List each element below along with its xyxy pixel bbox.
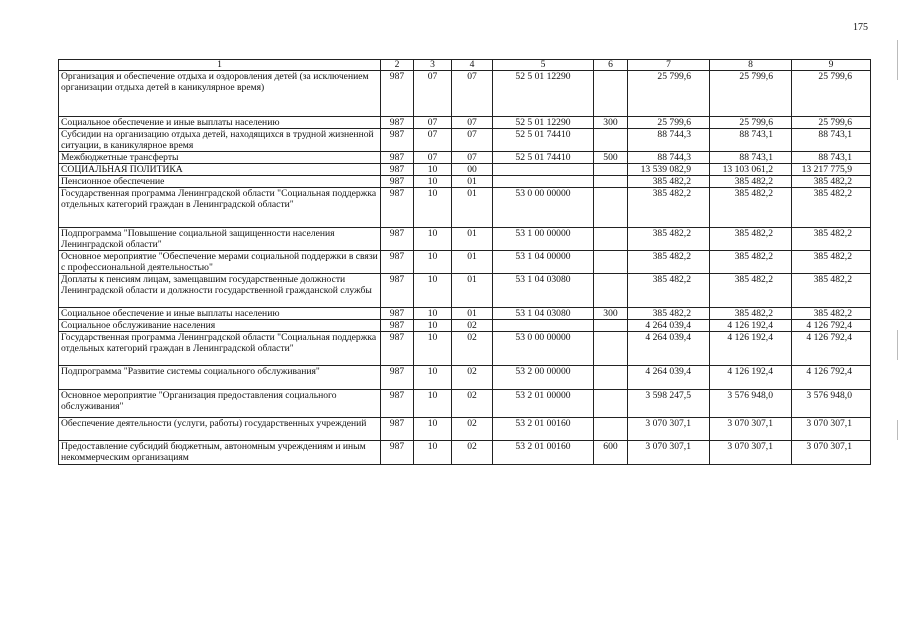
row-subsection: 07: [452, 129, 493, 152]
row-section: 10: [414, 332, 452, 366]
row-section: 10: [414, 390, 452, 418]
page-number: 175: [853, 22, 868, 33]
row-expense-type: 600: [594, 441, 628, 465]
row-target-code: [493, 176, 594, 188]
row-grbs: 987: [381, 228, 414, 251]
row-name: Государственная программа Ленинградской области "Социальная поддержка отдельных категорий граждан в Ленинградской области": [59, 188, 381, 228]
table-row: [59, 228, 871, 251]
row-name: Основное мероприятие "Организация предоставления социального обслуживания": [59, 390, 381, 418]
row-amount-1: 25 799,6: [628, 71, 710, 117]
row-expense-type: [594, 390, 628, 418]
row-target-code: 52 5 01 74410: [493, 129, 594, 152]
row-expense-type: [594, 164, 628, 176]
row-target-code: 52 5 01 74410: [493, 152, 594, 164]
row-amount-1: 385 482,2: [628, 308, 710, 320]
row-section: 10: [414, 320, 452, 332]
row-grbs: 987: [381, 71, 414, 117]
table-row: [59, 188, 871, 228]
row-amount-2: 385 482,2: [710, 176, 792, 188]
row-subsection: 02: [452, 332, 493, 366]
column-header: 7: [628, 60, 710, 71]
row-amount-2: 25 799,6: [710, 71, 792, 117]
row-amount-2: 385 482,2: [710, 251, 792, 274]
row-name: Доплаты к пенсиям лицам, замещавшим государственные должности Ленинградской области и должности государственной гражданской службы: [59, 274, 381, 308]
row-section: 10: [414, 164, 452, 176]
table-row: [59, 152, 871, 164]
row-grbs: 987: [381, 441, 414, 465]
row-expense-type: 300: [594, 308, 628, 320]
row-subsection: 01: [452, 274, 493, 308]
row-target-code: 52 5 01 12290: [493, 71, 594, 117]
row-amount-2: 3 070 307,1: [710, 418, 792, 441]
row-subsection: 07: [452, 117, 493, 129]
column-header: 4: [452, 60, 493, 71]
row-subsection: 01: [452, 188, 493, 228]
row-amount-2: 4 126 192,4: [710, 332, 792, 366]
row-amount-3: 385 482,2: [792, 274, 871, 308]
row-section: 10: [414, 228, 452, 251]
row-subsection: 02: [452, 441, 493, 465]
row-target-code: 52 5 01 12290: [493, 117, 594, 129]
row-amount-1: 385 482,2: [628, 251, 710, 274]
row-amount-2: 88 743,1: [710, 152, 792, 164]
row-grbs: 987: [381, 251, 414, 274]
row-target-code: 53 2 00 00000: [493, 366, 594, 390]
row-target-code: 53 0 00 00000: [493, 188, 594, 228]
row-expense-type: [594, 366, 628, 390]
row-subsection: 01: [452, 308, 493, 320]
table-row: [59, 176, 871, 188]
row-name: Социальное обеспечение и иные выплаты населению: [59, 117, 381, 129]
row-amount-3: 4 126 792,4: [792, 366, 871, 390]
row-name: Подпрограмма "Повышение социальной защищенности населения Ленинградской области": [59, 228, 381, 251]
row-amount-1: 3 070 307,1: [628, 441, 710, 465]
row-grbs: 987: [381, 418, 414, 441]
row-amount-1: 88 744,3: [628, 152, 710, 164]
column-header: 8: [710, 60, 792, 71]
row-expense-type: [594, 320, 628, 332]
row-expense-type: [594, 332, 628, 366]
column-header: 6: [594, 60, 628, 71]
row-amount-3: 385 482,2: [792, 176, 871, 188]
row-amount-3: 25 799,6: [792, 71, 871, 117]
row-expense-type: 300: [594, 117, 628, 129]
row-grbs: 987: [381, 308, 414, 320]
row-target-code: 53 1 04 03080: [493, 274, 594, 308]
row-target-code: 53 0 00 00000: [493, 332, 594, 366]
row-target-code: 53 1 00 00000: [493, 228, 594, 251]
row-amount-1: 3 598 247,5: [628, 390, 710, 418]
row-subsection: 02: [452, 366, 493, 390]
column-header: 9: [792, 60, 871, 71]
row-grbs: 987: [381, 176, 414, 188]
row-subsection: 02: [452, 390, 493, 418]
row-section: 07: [414, 129, 452, 152]
row-amount-3: 3 070 307,1: [792, 441, 871, 465]
table-row: [59, 441, 871, 465]
row-expense-type: [594, 188, 628, 228]
table-row: [59, 332, 871, 366]
row-amount-3: 4 126 792,4: [792, 320, 871, 332]
row-name: Организация и обеспечение отдыха и оздоровления детей (за исключением организации отдыха детей в каникулярное время): [59, 71, 381, 117]
row-target-code: 53 2 01 00160: [493, 418, 594, 441]
column-header: 5: [493, 60, 594, 71]
row-name: Субсидии на организацию отдыха детей, находящихся в трудной жизненной ситуации, в каникулярное время: [59, 129, 381, 152]
row-name: Социальное обслуживание населения: [59, 320, 381, 332]
row-name: Обеспечение деятельности (услуги, работы) государственных учреждений: [59, 418, 381, 441]
row-name: СОЦИАЛЬНАЯ ПОЛИТИКА: [59, 164, 381, 176]
row-subsection: 02: [452, 320, 493, 332]
row-section: 10: [414, 251, 452, 274]
column-header: 1: [59, 60, 381, 71]
row-grbs: 987: [381, 188, 414, 228]
table-row: [59, 71, 871, 117]
table-row: [59, 164, 871, 176]
row-section: 10: [414, 308, 452, 320]
row-amount-1: 4 264 039,4: [628, 366, 710, 390]
row-subsection: 01: [452, 176, 493, 188]
row-amount-3: 25 799,6: [792, 117, 871, 129]
row-grbs: 987: [381, 164, 414, 176]
row-amount-2: 25 799,6: [710, 117, 792, 129]
row-amount-2: 385 482,2: [710, 308, 792, 320]
row-amount-1: 4 264 039,4: [628, 332, 710, 366]
table-row: [59, 308, 871, 320]
row-amount-3: 3 070 307,1: [792, 418, 871, 441]
row-amount-1: 385 482,2: [628, 274, 710, 308]
row-expense-type: [594, 418, 628, 441]
row-section: 10: [414, 366, 452, 390]
row-amount-1: 13 539 082,9: [628, 164, 710, 176]
row-subsection: 07: [452, 152, 493, 164]
row-name: Государственная программа Ленинградской области "Социальная поддержка отдельных категорий граждан в Ленинградской области": [59, 332, 381, 366]
row-subsection: 02: [452, 418, 493, 441]
row-expense-type: [594, 251, 628, 274]
row-target-code: 53 2 01 00160: [493, 441, 594, 465]
row-section: 10: [414, 418, 452, 441]
row-section: 10: [414, 176, 452, 188]
table-row: [59, 366, 871, 390]
scan-edge-mark: [897, 420, 898, 440]
row-section: 07: [414, 117, 452, 129]
row-name: Межбюджетные трансферты: [59, 152, 381, 164]
column-header: 3: [414, 60, 452, 71]
row-amount-1: 385 482,2: [628, 188, 710, 228]
table-body: [59, 60, 871, 465]
table-row: [59, 274, 871, 308]
row-amount-2: 4 126 192,4: [710, 366, 792, 390]
table-row: [59, 418, 871, 441]
row-expense-type: 500: [594, 152, 628, 164]
row-amount-2: 385 482,2: [710, 228, 792, 251]
table-row: [59, 251, 871, 274]
row-grbs: 987: [381, 366, 414, 390]
row-section: 07: [414, 71, 452, 117]
row-amount-2: 4 126 192,4: [710, 320, 792, 332]
row-grbs: 987: [381, 274, 414, 308]
row-amount-1: 88 744,3: [628, 129, 710, 152]
row-grbs: 987: [381, 320, 414, 332]
row-expense-type: [594, 274, 628, 308]
row-subsection: 07: [452, 71, 493, 117]
row-subsection: 01: [452, 251, 493, 274]
budget-table: [58, 59, 871, 465]
scan-edge-mark: [897, 330, 898, 360]
row-amount-2: 88 743,1: [710, 129, 792, 152]
column-header: 2: [381, 60, 414, 71]
row-grbs: 987: [381, 152, 414, 164]
row-amount-3: 385 482,2: [792, 308, 871, 320]
row-target-code: 53 1 04 03080: [493, 308, 594, 320]
row-grbs: 987: [381, 117, 414, 129]
row-amount-2: 3 070 307,1: [710, 441, 792, 465]
row-target-code: [493, 164, 594, 176]
row-target-code: [493, 320, 594, 332]
row-amount-1: 3 070 307,1: [628, 418, 710, 441]
row-amount-1: 25 799,6: [628, 117, 710, 129]
row-amount-1: 4 264 039,4: [628, 320, 710, 332]
row-amount-2: 385 482,2: [710, 274, 792, 308]
row-amount-3: 88 743,1: [792, 152, 871, 164]
row-expense-type: [594, 71, 628, 117]
row-amount-3: 3 576 948,0: [792, 390, 871, 418]
row-section: 07: [414, 152, 452, 164]
row-amount-1: 385 482,2: [628, 228, 710, 251]
row-expense-type: [594, 228, 628, 251]
row-grbs: 987: [381, 129, 414, 152]
row-amount-2: 3 576 948,0: [710, 390, 792, 418]
row-amount-3: 4 126 792,4: [792, 332, 871, 366]
row-name: Основное мероприятие "Обеспечение мерами социальной поддержки в связи с профессиональной деятельностью": [59, 251, 381, 274]
row-amount-3: 385 482,2: [792, 228, 871, 251]
row-amount-3: 385 482,2: [792, 251, 871, 274]
row-target-code: 53 1 04 00000: [493, 251, 594, 274]
table-row: [59, 129, 871, 152]
row-amount-3: 385 482,2: [792, 188, 871, 228]
row-section: 10: [414, 188, 452, 228]
table-row: [59, 390, 871, 418]
table-row: [59, 320, 871, 332]
scan-edge-mark: [897, 40, 898, 80]
row-section: 10: [414, 274, 452, 308]
row-name: Социальное обеспечение и иные выплаты населению: [59, 308, 381, 320]
row-expense-type: [594, 129, 628, 152]
row-amount-3: 13 217 775,9: [792, 164, 871, 176]
row-amount-2: 385 482,2: [710, 188, 792, 228]
row-subsection: 01: [452, 228, 493, 251]
row-subsection: 00: [452, 164, 493, 176]
row-name: Подпрограмма "Развитие системы социального обслуживания": [59, 366, 381, 390]
row-target-code: 53 2 01 00000: [493, 390, 594, 418]
row-section: 10: [414, 441, 452, 465]
column-header-row: [59, 60, 871, 71]
row-expense-type: [594, 176, 628, 188]
row-name: Пенсионное обеспечение: [59, 176, 381, 188]
table-row: [59, 117, 871, 129]
row-grbs: 987: [381, 332, 414, 366]
row-amount-1: 385 482,2: [628, 176, 710, 188]
row-grbs: 987: [381, 390, 414, 418]
row-amount-3: 88 743,1: [792, 129, 871, 152]
row-amount-2: 13 103 061,2: [710, 164, 792, 176]
row-name: Предоставление субсидий бюджетным, автономным учреждениям и иным некоммерческим организациям: [59, 441, 381, 465]
